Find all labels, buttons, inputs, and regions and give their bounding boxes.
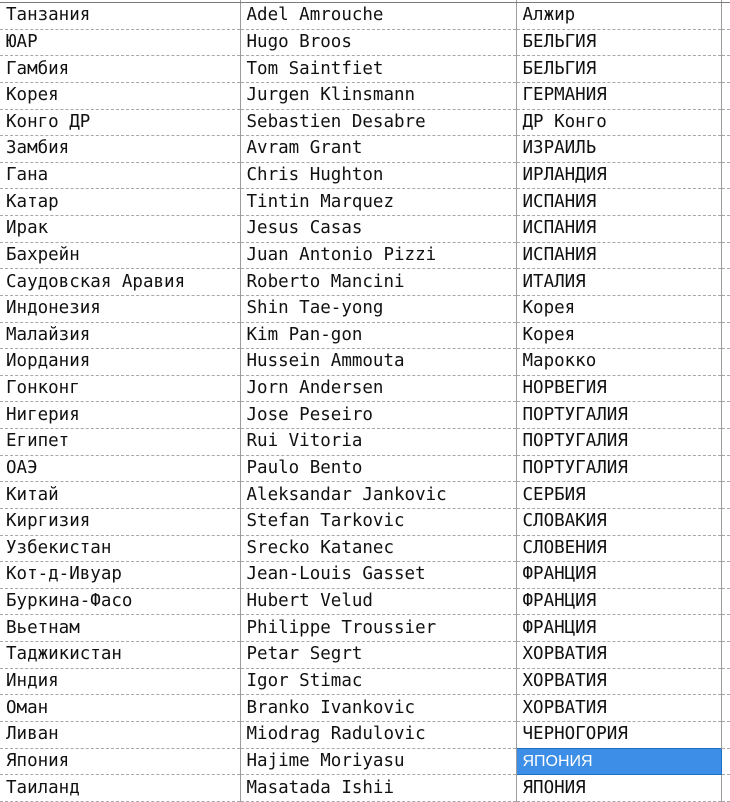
cell-country[interactable]: Малайзия xyxy=(0,322,240,349)
cell-coach[interactable]: Shin Tae-yong xyxy=(240,295,516,322)
cell-country[interactable]: Вьетнам xyxy=(0,615,240,642)
cell[interactable] xyxy=(721,162,730,189)
cell[interactable] xyxy=(721,269,730,296)
table-row xyxy=(0,216,730,243)
table-row xyxy=(0,162,730,189)
table-row xyxy=(0,109,730,136)
cell[interactable] xyxy=(721,775,730,802)
table-row xyxy=(0,295,730,322)
cell-origin[interactable]: Корея xyxy=(516,295,721,322)
cell-origin[interactable]: ГЕРМАНИЯ xyxy=(516,82,721,109)
selected-cell[interactable]: ЯПОНИЯ xyxy=(516,748,721,775)
table-row xyxy=(0,455,730,482)
cell-coach[interactable]: Aleksandar Jankovic xyxy=(240,482,516,509)
cell-country[interactable]: ЮАР xyxy=(0,29,240,56)
cell-origin[interactable]: БЕЛЬГИЯ xyxy=(516,56,721,83)
cell-origin[interactable]: ИСПАНИЯ xyxy=(516,216,721,243)
cell[interactable] xyxy=(721,668,730,695)
cell[interactable] xyxy=(721,695,730,722)
table-row xyxy=(0,82,730,109)
cell-country[interactable]: Гана xyxy=(0,162,240,189)
cell-origin[interactable]: Марокко xyxy=(516,349,721,376)
cell-origin[interactable]: БЕЛЬГИЯ xyxy=(516,29,721,56)
cell-origin[interactable]: ХОРВАТИЯ xyxy=(516,668,721,695)
cell[interactable] xyxy=(721,402,730,429)
cell-country[interactable]: Саудовская Аравия xyxy=(0,269,240,296)
cell-coach[interactable]: Kim Pan-gon xyxy=(240,322,516,349)
cell-origin[interactable]: ХОРВАТИЯ xyxy=(516,642,721,669)
cell-country[interactable]: Таиланд xyxy=(0,775,240,802)
cell[interactable] xyxy=(721,748,730,775)
table-row xyxy=(0,322,730,349)
cell-country[interactable]: Бахрейн xyxy=(0,242,240,269)
cell-origin[interactable]: ИСПАНИЯ xyxy=(516,189,721,216)
cell-coach[interactable]: Petar Segrt xyxy=(240,642,516,669)
table-row xyxy=(0,56,730,83)
cell-coach[interactable]: Masatada Ishii xyxy=(240,775,516,802)
cell[interactable] xyxy=(721,508,730,535)
cell-country[interactable]: Нигерия xyxy=(0,402,240,429)
cell-country[interactable]: Гонконг xyxy=(0,375,240,402)
cell[interactable] xyxy=(721,242,730,269)
cell-origin[interactable]: СЕРБИЯ xyxy=(516,482,721,509)
cell-country[interactable]: Таджикистан xyxy=(0,642,240,669)
cell-country[interactable]: Индия xyxy=(0,668,240,695)
cell-coach[interactable]: Tintin Marquez xyxy=(240,189,516,216)
cell-coach[interactable]: Philippe Troussier xyxy=(240,615,516,642)
cell-country[interactable]: Ирак xyxy=(0,216,240,243)
cell-coach[interactable]: Hugo Broos xyxy=(240,29,516,56)
table-row xyxy=(0,721,730,748)
table-row xyxy=(0,535,730,562)
cell-coach[interactable]: Tom Saintfiet xyxy=(240,56,516,83)
cell[interactable] xyxy=(240,0,516,3)
cell-origin[interactable]: ПОРТУГАЛИЯ xyxy=(516,402,721,429)
table-row xyxy=(0,482,730,509)
cell[interactable] xyxy=(721,642,730,669)
cell[interactable] xyxy=(721,295,730,322)
cell[interactable] xyxy=(721,136,730,163)
cell-origin[interactable]: ИСПАНИЯ xyxy=(516,242,721,269)
cell-origin[interactable]: СЛОВАКИЯ xyxy=(516,508,721,535)
cell-coach[interactable]: Jorn Andersen xyxy=(240,375,516,402)
table-row xyxy=(0,748,730,775)
table-row xyxy=(0,588,730,615)
cell-origin[interactable]: ПОРТУГАЛИЯ xyxy=(516,429,721,456)
cell-country[interactable]: Япония xyxy=(0,748,240,775)
cell[interactable] xyxy=(721,56,730,83)
cell-coach[interactable]: Adel Amrouche xyxy=(240,3,516,30)
cell-coach[interactable]: Roberto Mancini xyxy=(240,269,516,296)
cell[interactable] xyxy=(721,322,730,349)
cell-origin[interactable]: Корея xyxy=(516,322,721,349)
cell-origin[interactable]: ДР Конго xyxy=(516,109,721,136)
cell-country[interactable]: Замбия xyxy=(0,136,240,163)
cell-coach[interactable]: Avram Grant xyxy=(240,136,516,163)
cell[interactable] xyxy=(721,482,730,509)
table-row xyxy=(0,642,730,669)
cell-country[interactable]: Узбекистан xyxy=(0,535,240,562)
cell-coach[interactable]: Chris Hughton xyxy=(240,162,516,189)
cell[interactable] xyxy=(721,82,730,109)
cell[interactable] xyxy=(721,429,730,456)
cell-origin[interactable]: ИЗРАИЛЬ xyxy=(516,136,721,163)
cell[interactable] xyxy=(721,189,730,216)
cell-origin[interactable]: ХОРВАТИЯ xyxy=(516,695,721,722)
cell-country[interactable]: Гамбия xyxy=(0,56,240,83)
cell-coach[interactable]: Branko Ivankovic xyxy=(240,695,516,722)
cell[interactable] xyxy=(721,216,730,243)
table-row xyxy=(0,3,730,30)
cell-coach[interactable]: Hubert Velud xyxy=(240,588,516,615)
cell-country[interactable]: Иордания xyxy=(0,349,240,376)
table-row xyxy=(0,695,730,722)
cell-coach[interactable]: Paulo Bento xyxy=(240,455,516,482)
cell[interactable] xyxy=(721,375,730,402)
cell-country[interactable]: Буркина-Фасо xyxy=(0,588,240,615)
cell-origin[interactable]: СЛОВЕНИЯ xyxy=(516,535,721,562)
cell-origin[interactable]: ФРАНЦИЯ xyxy=(516,562,721,589)
table-row xyxy=(0,775,730,802)
cell-coach[interactable]: Stefan Tarkovic xyxy=(240,508,516,535)
cell-country[interactable]: Киргизия xyxy=(0,508,240,535)
cell-coach[interactable]: Rui Vitoria xyxy=(240,429,516,456)
cell-coach[interactable]: Sebastien Desabre xyxy=(240,109,516,136)
table-row xyxy=(0,668,730,695)
table-row xyxy=(0,269,730,296)
cell-origin[interactable]: ФРАНЦИЯ xyxy=(516,615,721,642)
table-row xyxy=(0,136,730,163)
cell-coach[interactable]: Miodrag Radulovic xyxy=(240,721,516,748)
cell-country[interactable]: Танзания xyxy=(0,3,240,30)
cell[interactable] xyxy=(721,721,730,748)
cell-origin[interactable]: НОРВЕГИЯ xyxy=(516,375,721,402)
table-row xyxy=(0,508,730,535)
cell-coach[interactable]: Hajime Moriyasu xyxy=(240,748,516,775)
table-row xyxy=(0,189,730,216)
cell[interactable] xyxy=(721,588,730,615)
cell-country[interactable]: Конго ДР xyxy=(0,109,240,136)
cell-country[interactable]: ОАЭ xyxy=(0,455,240,482)
cell-coach[interactable]: Jesus Casas xyxy=(240,216,516,243)
cell[interactable] xyxy=(721,535,730,562)
table-row xyxy=(0,562,730,589)
cell[interactable] xyxy=(721,109,730,136)
cell-country[interactable]: Индонезия xyxy=(0,295,240,322)
cell[interactable] xyxy=(721,455,730,482)
table-row xyxy=(0,429,730,456)
cell-coach[interactable]: Jurgen Klinsmann xyxy=(240,82,516,109)
cell-coach[interactable]: Igor Stimac xyxy=(240,668,516,695)
table-row xyxy=(0,375,730,402)
cell[interactable] xyxy=(721,349,730,376)
cell-coach[interactable]: Srecko Katanec xyxy=(240,535,516,562)
cell-country[interactable]: Оман xyxy=(0,695,240,722)
cell[interactable] xyxy=(721,29,730,56)
cell-country[interactable]: Кот-д-Ивуар xyxy=(0,562,240,589)
table-row xyxy=(0,29,730,56)
cell-country[interactable]: Египет xyxy=(0,429,240,456)
cell-coach[interactable]: Jose Peseiro xyxy=(240,402,516,429)
cell-country[interactable]: Корея xyxy=(0,82,240,109)
cell-country[interactable]: Ливан xyxy=(0,721,240,748)
cell-coach[interactable]: Jean-Louis Gasset xyxy=(240,562,516,589)
cell[interactable] xyxy=(721,615,730,642)
cell-coach[interactable]: Juan Antonio Pizzi xyxy=(240,242,516,269)
cell[interactable] xyxy=(721,3,730,30)
cell-origin[interactable]: ИТАЛИЯ xyxy=(516,269,721,296)
cell-coach[interactable]: Hussein Ammouta xyxy=(240,349,516,376)
cell-origin[interactable]: ИРЛАНДИЯ xyxy=(516,162,721,189)
cell-origin[interactable]: ЧЕРНОГОРИЯ xyxy=(516,721,721,748)
table-row xyxy=(0,242,730,269)
cell-country[interactable]: Китай xyxy=(0,482,240,509)
cell-country[interactable]: Катар xyxy=(0,189,240,216)
table-row xyxy=(0,402,730,429)
cell-origin[interactable]: ФРАНЦИЯ xyxy=(516,588,721,615)
cell-origin[interactable]: ЯПОНИЯ xyxy=(516,775,721,802)
cell-origin[interactable]: Алжир xyxy=(516,3,721,30)
table-row xyxy=(0,349,730,376)
table-row xyxy=(0,615,730,642)
cell[interactable] xyxy=(721,562,730,589)
cell-origin[interactable]: ПОРТУГАЛИЯ xyxy=(516,455,721,482)
